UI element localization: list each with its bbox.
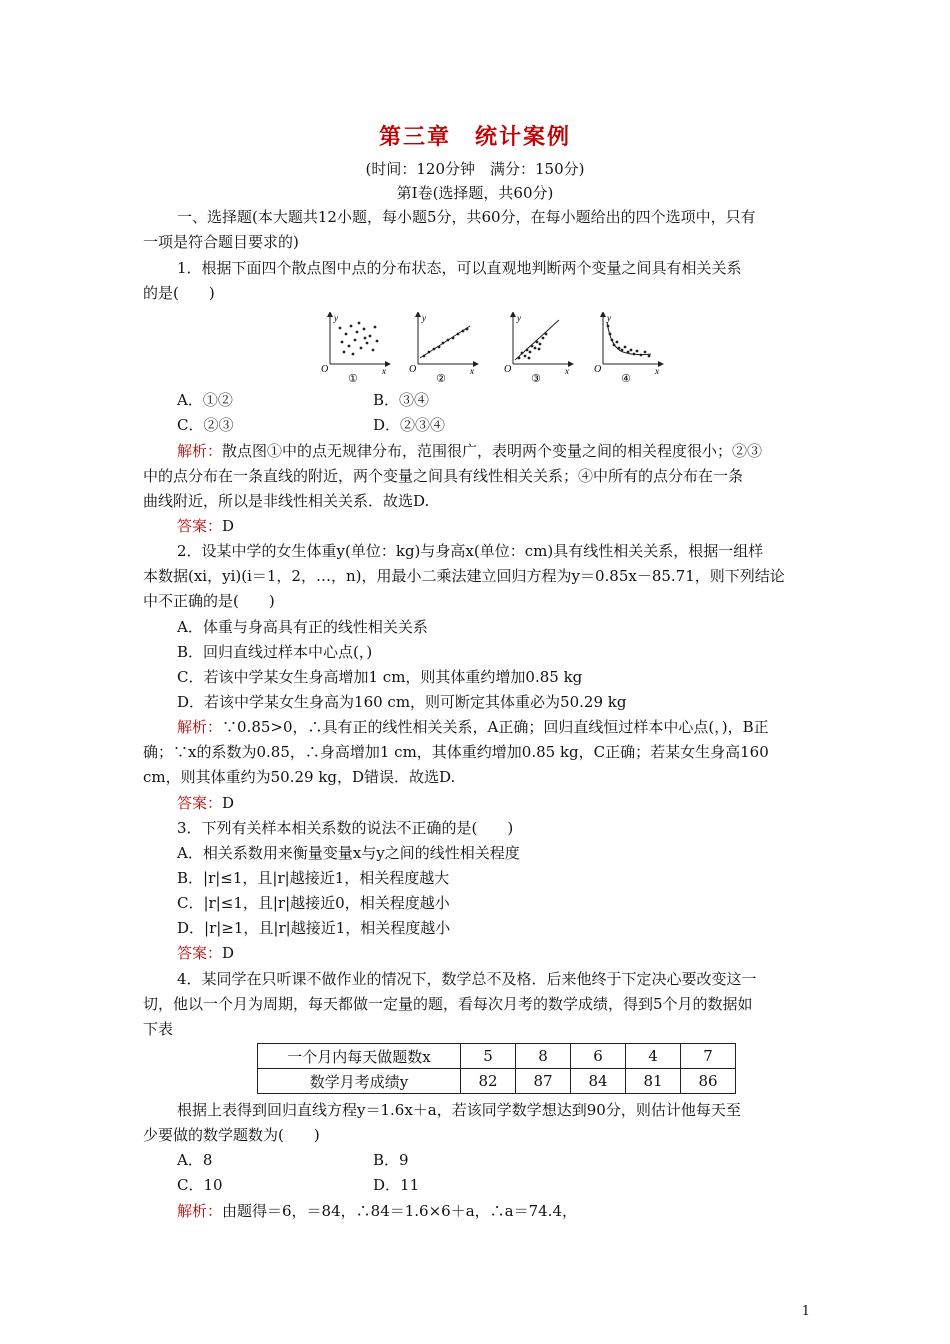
q3-option-a: A．相关系数用来衡量变量x与y之间的线性相关程度 bbox=[177, 844, 520, 862]
q1-analysis-line-3: 曲线附近，所以是非线性相关关系．故选D. bbox=[143, 492, 430, 510]
q1-stem-line-2: 的是( ) bbox=[143, 284, 215, 302]
chapter-title: 第三章 统计案例 bbox=[378, 124, 571, 150]
q4-option-b: B．9 bbox=[373, 1151, 409, 1169]
q3-answer bbox=[177, 943, 234, 963]
plot3-x-label: x bbox=[565, 366, 569, 376]
q4-option-a: A．8 bbox=[177, 1151, 213, 1169]
plot4-x-label: x bbox=[655, 366, 659, 376]
table-cell: 一个月内每天做题数x bbox=[258, 1044, 461, 1069]
analysis-label: 解析： bbox=[177, 1202, 223, 1220]
q4-analysis bbox=[177, 1201, 577, 1221]
answer-label: 答案： bbox=[177, 944, 223, 962]
q4-after-line-1: 根据上表得到回归直线方程y＝1.6x＋a，若该同学数学想达到90分，则估计他每天至 bbox=[177, 1101, 741, 1119]
analysis-label: 解析： bbox=[177, 442, 223, 460]
q1-option-b: B．③④ bbox=[373, 391, 430, 409]
scatter-plot-1 bbox=[321, 313, 388, 384]
q2-stem-line-3: 中不正确的是( ) bbox=[143, 592, 275, 610]
table-cell: 86 bbox=[681, 1069, 736, 1094]
plot3-number: ③ bbox=[531, 372, 541, 384]
plot2-origin: O bbox=[409, 364, 417, 375]
q2-option-c: C．若该中学某女生身高增加1 cm，则其体重约增加0.85 kg bbox=[177, 668, 583, 686]
q2-option-a: A．体重与身高具有正的线性相关关系 bbox=[177, 618, 428, 636]
analysis-label: 解析： bbox=[177, 718, 223, 736]
page-number: 1 bbox=[801, 1304, 810, 1319]
q2-analysis-line-1 bbox=[177, 717, 769, 737]
q2-stem-line-1: 2．设某中学的女生体重y(单位：kg)与身高x(单位：cm)具有线性相关关系，根据一组样 bbox=[177, 542, 764, 560]
table-cell: 数学月考成绩y bbox=[258, 1069, 461, 1094]
plot2-y-label: y bbox=[422, 313, 426, 323]
q3-option-b: B．|r|≤1，且|r|越接近1，相关程度越大 bbox=[177, 869, 450, 887]
scatter-plot-3 bbox=[504, 313, 571, 384]
section-intro-line-1: 一、选择题(本大题共12小题，每小题5分，共60分，在每小题给出的四个选项中，只有 bbox=[177, 208, 756, 226]
q2-analysis-text-1: ∵0.85>0，∴具有正的线性相关关系，A正确；回归直线恒过样本中心点(，)，B正 bbox=[222, 718, 769, 736]
q4-stem-line-1: 4．某同学在只听课不做作业的情况下，数学总不及格．后来他终于下定决心要改变这一 bbox=[177, 970, 757, 988]
q2-answer bbox=[177, 793, 234, 813]
q1-answer bbox=[177, 516, 234, 536]
scatter-plot-2 bbox=[409, 313, 476, 384]
q2-analysis-line-3: cm，则其体重约为50.29 kg，D错误．故选D. bbox=[143, 768, 456, 786]
q1-stem-line-1: 1．根据下面四个散点图中点的分布状态，可以直观地判断两个变量之间具有相关关系 bbox=[177, 259, 742, 277]
plot2-number: ② bbox=[436, 372, 446, 384]
q1-option-a: A．①② bbox=[177, 391, 233, 409]
table-cell: 7 bbox=[681, 1044, 736, 1069]
q4-after-line-2: 少要做的数学题数为( ) bbox=[143, 1126, 320, 1144]
table-cell: 4 bbox=[626, 1044, 681, 1069]
q4-analysis-text: 由题得＝6，＝84，∴84＝1.6×6＋a，∴a＝74.4， bbox=[222, 1202, 577, 1220]
answer-label: 答案： bbox=[177, 794, 223, 812]
q2-answer-value: D bbox=[222, 794, 235, 812]
table-cell: 6 bbox=[571, 1044, 626, 1069]
q2-stem-line-2: 本数据(xi，yi)(i＝1，2，…，n)，用最小二乘法建立回归方程为y＝0.85x－85.71，则下列结论 bbox=[143, 567, 785, 585]
q4-data-table bbox=[257, 1043, 736, 1094]
plot1-origin: O bbox=[321, 364, 329, 375]
plot3-y-label: y bbox=[517, 313, 521, 323]
plot2-x-label: x bbox=[470, 366, 474, 376]
answer-label: 答案： bbox=[177, 517, 223, 535]
plot4-number: ④ bbox=[621, 372, 631, 384]
q1-analysis-text-1: 散点图①中的点无规律分布，范围很广，表明两个变量之间的相关程度很小；②③ bbox=[222, 442, 763, 460]
scatter-plot-4 bbox=[594, 313, 661, 384]
table-cell: 84 bbox=[571, 1069, 626, 1094]
table-cell: 87 bbox=[516, 1069, 571, 1094]
q1-answer-value: D bbox=[222, 517, 235, 535]
plot4-origin: O bbox=[594, 364, 602, 375]
plot1-number: ① bbox=[348, 372, 358, 384]
table-row bbox=[258, 1069, 736, 1094]
q4-option-c: C．10 bbox=[177, 1176, 223, 1194]
q1-analysis-line-1 bbox=[177, 441, 762, 461]
table-row bbox=[258, 1044, 736, 1069]
scatter-plots-svg bbox=[320, 312, 670, 384]
plot3-origin: O bbox=[504, 364, 512, 375]
q1-analysis-line-2: 中的点分布在一条直线的附近，两个变量之间具有线性相关关系；④中所有的点分布在一条 bbox=[143, 467, 744, 485]
q4-option-d: D．11 bbox=[373, 1176, 420, 1194]
q2-option-d: D．若该中学某女生身高为160 cm，则可断定其体重必为50.29 kg bbox=[177, 693, 627, 711]
plot1-x-label: x bbox=[382, 366, 386, 376]
q1-option-d: D．②③④ bbox=[373, 416, 446, 434]
q3-stem: 3．下列有关样本相关系数的说法不正确的是( ) bbox=[177, 819, 514, 837]
section-intro-line-2: 一项是符合题目要求的) bbox=[143, 233, 299, 251]
q2-analysis-line-2: 确；∵x的系数为0.85，∴身高增加1 cm，其体重约增加0.85 kg，C正确；若某女生身高160 bbox=[143, 743, 769, 761]
q4-stem-line-3: 下表 bbox=[143, 1020, 174, 1038]
q3-option-d: D．|r|≥1，且|r|越接近1，相关程度越小 bbox=[177, 919, 451, 937]
q2-option-b: B．回归直线过样本中心点(，) bbox=[177, 643, 373, 661]
q4-stem-line-2: 切，他以一个月为周期，每天都做一定量的题，看每次月考的数学成绩，得到5个月的数据如 bbox=[143, 995, 753, 1013]
table-cell: 8 bbox=[516, 1044, 571, 1069]
table-cell: 5 bbox=[461, 1044, 516, 1069]
part-heading: 第Ⅰ卷(选择题，共60分) bbox=[396, 184, 554, 202]
table-cell: 82 bbox=[461, 1069, 516, 1094]
q3-answer-value: D bbox=[222, 944, 235, 962]
table-cell: 81 bbox=[626, 1069, 681, 1094]
q1-option-c: C．②③ bbox=[177, 416, 234, 434]
scatter-plots bbox=[320, 312, 670, 384]
q3-option-c: C．|r|≤1，且|r|越接近0，相关程度越小 bbox=[177, 894, 450, 912]
plot4-y-label: y bbox=[607, 313, 611, 323]
plot1-y-label: y bbox=[334, 313, 338, 323]
exam-meta: (时间：120分钟 满分：150分) bbox=[365, 160, 585, 178]
